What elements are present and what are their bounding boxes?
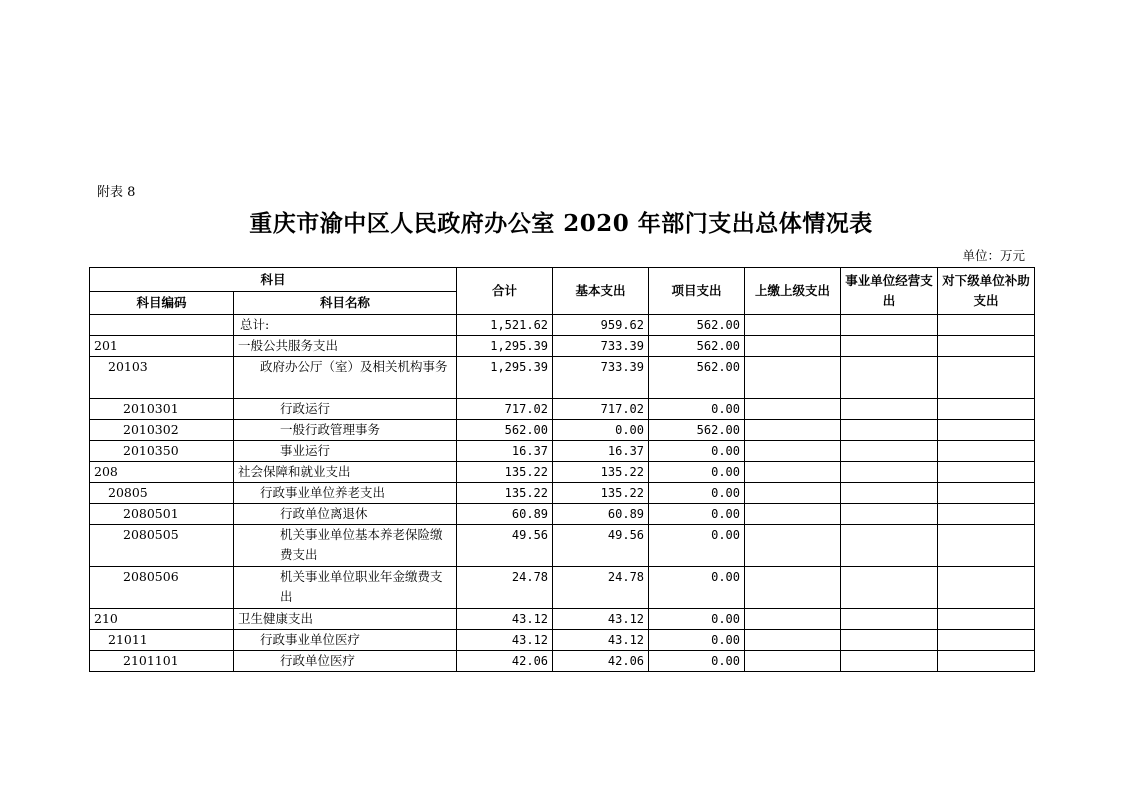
subject-name-cell: 社会保障和就业支出 — [234, 462, 457, 483]
subject-name-cell: 行政运行 — [234, 399, 457, 420]
subsidy-lower-cell — [938, 357, 1035, 399]
table-row — [90, 483, 1035, 504]
project-cell: 0.00 — [649, 399, 745, 420]
basic-cell: 16.37 — [553, 441, 649, 462]
subsidy-lower-cell — [938, 315, 1035, 336]
basic-cell: 0.00 — [553, 420, 649, 441]
subsidy-lower-cell — [938, 609, 1035, 630]
business-unit-cell — [841, 567, 938, 609]
subsidy-lower-cell — [938, 441, 1035, 462]
basic-cell: 733.39 — [553, 336, 649, 357]
subsidy-lower-cell — [938, 462, 1035, 483]
subject-name-cell: 行政单位离退休 — [234, 504, 457, 525]
project-cell: 562.00 — [649, 336, 745, 357]
subject-code-cell: 2010350 — [90, 441, 234, 462]
basic-cell: 135.22 — [553, 462, 649, 483]
upper-payment-cell — [745, 420, 841, 441]
business-unit-cell — [841, 651, 938, 672]
project-cell: 0.00 — [649, 483, 745, 504]
subject-code-cell: 20805 — [90, 483, 234, 504]
total-cell: 1,521.62 — [457, 315, 553, 336]
total-cell: 49.56 — [457, 525, 553, 567]
total-cell: 562.00 — [457, 420, 553, 441]
header-subject-name: 科目名称 — [234, 292, 457, 315]
subsidy-lower-cell — [938, 336, 1035, 357]
table-row — [90, 462, 1035, 483]
subject-name-cell: 一般公共服务支出 — [234, 336, 457, 357]
header-basic: 基本支出 — [553, 268, 649, 315]
basic-cell: 959.62 — [553, 315, 649, 336]
header-project: 项目支出 — [649, 268, 745, 315]
basic-cell: 135.22 — [553, 483, 649, 504]
upper-payment-cell — [745, 441, 841, 462]
business-unit-cell — [841, 315, 938, 336]
total-cell: 1,295.39 — [457, 336, 553, 357]
table-row — [90, 525, 1035, 567]
header-business-unit: 事业单位经营支出 — [841, 268, 938, 315]
subject-code-cell: 2080501 — [90, 504, 234, 525]
subject-code-cell: 201 — [90, 336, 234, 357]
business-unit-cell — [841, 441, 938, 462]
upper-payment-cell — [745, 315, 841, 336]
subsidy-lower-cell — [938, 525, 1035, 567]
table-row — [90, 420, 1035, 441]
subject-name-cell: 卫生健康支出 — [234, 609, 457, 630]
table-row — [90, 567, 1035, 609]
upper-payment-cell — [745, 504, 841, 525]
total-cell: 42.06 — [457, 651, 553, 672]
subject-name-cell: 总计: — [234, 315, 457, 336]
table-row — [90, 441, 1035, 462]
subject-code-cell: 208 — [90, 462, 234, 483]
business-unit-cell — [841, 504, 938, 525]
total-cell: 717.02 — [457, 399, 553, 420]
subject-name-cell: 行政事业单位养老支出 — [234, 483, 457, 504]
subject-code-cell: 21011 — [90, 630, 234, 651]
upper-payment-cell — [745, 567, 841, 609]
basic-cell: 60.89 — [553, 504, 649, 525]
table-row — [90, 504, 1035, 525]
total-cell: 24.78 — [457, 567, 553, 609]
project-cell: 0.00 — [649, 504, 745, 525]
table-row — [90, 357, 1035, 399]
total-cell: 43.12 — [457, 609, 553, 630]
upper-payment-cell — [745, 399, 841, 420]
subsidy-lower-cell — [938, 399, 1035, 420]
subject-name-cell: 事业运行 — [234, 441, 457, 462]
project-cell: 562.00 — [649, 420, 745, 441]
table-row — [90, 651, 1035, 672]
subsidy-lower-cell — [938, 630, 1035, 651]
subject-code-cell: 2010302 — [90, 420, 234, 441]
subject-code-cell: 20103 — [90, 357, 234, 399]
upper-payment-cell — [745, 525, 841, 567]
unit-label: 单位：万元 — [962, 248, 1025, 263]
subject-name-cell: 机关事业单位职业年金缴费支出 — [234, 567, 457, 609]
business-unit-cell — [841, 336, 938, 357]
upper-payment-cell — [745, 336, 841, 357]
project-cell: 562.00 — [649, 357, 745, 399]
table-row — [90, 399, 1035, 420]
upper-payment-cell — [745, 609, 841, 630]
total-cell: 43.12 — [457, 630, 553, 651]
header-subject-code: 科目编码 — [90, 292, 234, 315]
subsidy-lower-cell — [938, 483, 1035, 504]
subject-code-cell: 2080505 — [90, 525, 234, 567]
subject-code-cell: 2101101 — [90, 651, 234, 672]
project-cell: 0.00 — [649, 525, 745, 567]
business-unit-cell — [841, 399, 938, 420]
total-cell: 135.22 — [457, 462, 553, 483]
header-total: 合计 — [457, 268, 553, 315]
table-body — [90, 315, 1035, 672]
business-unit-cell — [841, 609, 938, 630]
basic-cell: 42.06 — [553, 651, 649, 672]
upper-payment-cell — [745, 483, 841, 504]
project-cell: 0.00 — [649, 630, 745, 651]
subject-name-cell: 行政事业单位医疗 — [234, 630, 457, 651]
project-cell: 0.00 — [649, 462, 745, 483]
upper-payment-cell — [745, 651, 841, 672]
business-unit-cell — [841, 420, 938, 441]
subsidy-lower-cell — [938, 567, 1035, 609]
business-unit-cell — [841, 462, 938, 483]
subject-name-cell: 行政单位医疗 — [234, 651, 457, 672]
basic-cell: 24.78 — [553, 567, 649, 609]
subject-name-cell: 一般行政管理事务 — [234, 420, 457, 441]
upper-payment-cell — [745, 357, 841, 399]
header-upper-payment: 上缴上级支出 — [745, 268, 841, 315]
subject-code-cell: 2080506 — [90, 567, 234, 609]
subsidy-lower-cell — [938, 651, 1035, 672]
table-row — [90, 315, 1035, 336]
total-cell: 60.89 — [457, 504, 553, 525]
project-cell: 0.00 — [649, 651, 745, 672]
page-title: 重庆市渝中区人民政府办公室 2020 年部门支出总体情况表 — [249, 210, 873, 237]
subsidy-lower-cell — [938, 504, 1035, 525]
project-cell: 0.00 — [649, 441, 745, 462]
subsidy-lower-cell — [938, 420, 1035, 441]
appendix-label: 附表 8 — [97, 185, 136, 200]
project-cell: 0.00 — [649, 567, 745, 609]
expenditure-table — [89, 267, 1035, 672]
project-cell: 0.00 — [649, 609, 745, 630]
project-cell: 562.00 — [649, 315, 745, 336]
business-unit-cell — [841, 525, 938, 567]
table-row — [90, 609, 1035, 630]
total-cell: 16.37 — [457, 441, 553, 462]
total-cell: 1,295.39 — [457, 357, 553, 399]
subject-name-cell: 机关事业单位基本养老保险缴费支出 — [234, 525, 457, 567]
subject-name-cell: 政府办公厅（室）及相关机构事务 — [234, 357, 457, 399]
business-unit-cell — [841, 357, 938, 399]
subject-code-cell: 210 — [90, 609, 234, 630]
basic-cell: 733.39 — [553, 357, 649, 399]
basic-cell: 43.12 — [553, 609, 649, 630]
business-unit-cell — [841, 483, 938, 504]
table-row — [90, 336, 1035, 357]
subject-code-cell: 2010301 — [90, 399, 234, 420]
basic-cell: 43.12 — [553, 630, 649, 651]
header-subject: 科目 — [90, 268, 457, 292]
business-unit-cell — [841, 630, 938, 651]
basic-cell: 49.56 — [553, 525, 649, 567]
upper-payment-cell — [745, 630, 841, 651]
header-subsidy-lower: 对下级单位补助支出 — [938, 268, 1035, 315]
table-row — [90, 630, 1035, 651]
basic-cell: 717.02 — [553, 399, 649, 420]
total-cell: 135.22 — [457, 483, 553, 504]
upper-payment-cell — [745, 462, 841, 483]
subject-code-cell — [90, 315, 234, 336]
